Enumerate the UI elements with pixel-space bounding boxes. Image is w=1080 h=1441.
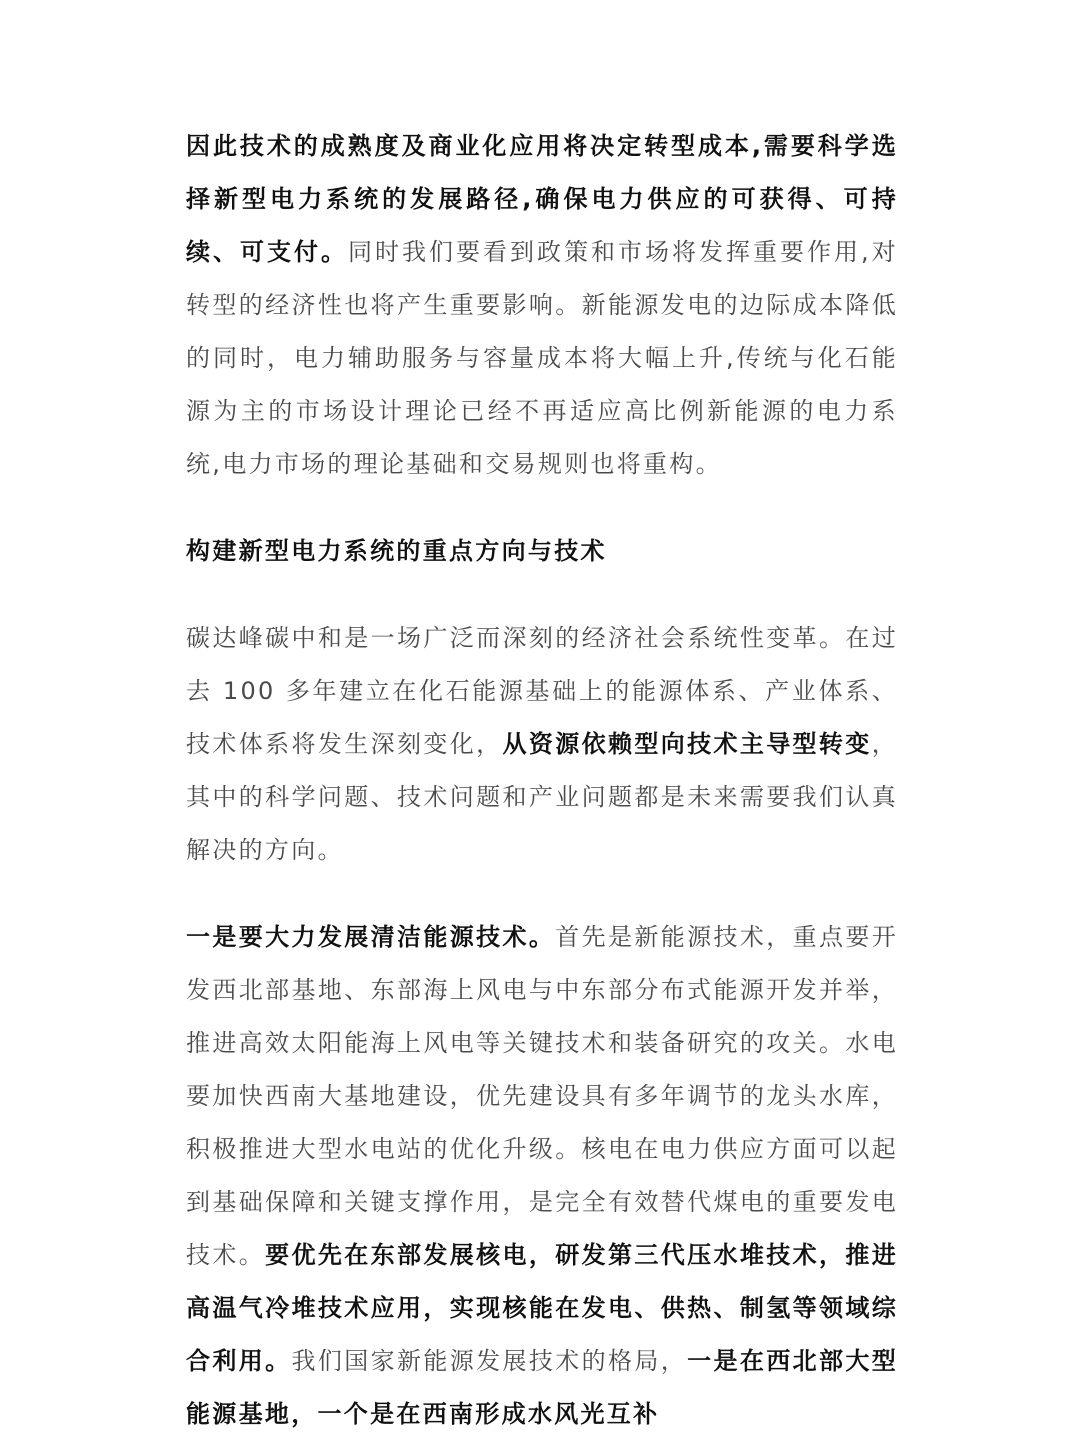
text-problems: ，其中的科学问题、技术问题和产业问题都是未来需要我们认真解决的方向。 [186, 730, 898, 864]
section-heading: 构建新型电力系统的重点方向与技术 [186, 537, 607, 565]
bold-text-tech-driven: 从资源依赖型向技术主导型转变 [502, 730, 872, 758]
paragraph-carbon-neutrality [186, 612, 898, 877]
text-pattern: 我们国家新能源发展技术的格局， [291, 1347, 688, 1375]
bold-text-bases: 一是在西北部大型能源基地，一个是在西南形成水风光互补 [186, 1347, 899, 1428]
text-carbon-peak: 碳达峰碳中和是一场广泛而深刻的经济社会系统性变革。在过去 100 多年建立在化石能源基础上的能源体系、产业体系、技术体系将发生深刻变化， [186, 624, 898, 758]
text-policy-market: 同时我们要看到政策和市场将发挥重要作用,对转型的经济性也将产生重要影响。新能源发电的边际成本降低的同时，电力辅助服务与容量成本将大幅上升,传统与化石能源为主的市场设计理论已经不再适应高比例新能源的电力系统,电力市场的理论基础和交易规则也将重构。 [186, 238, 898, 478]
bold-text-clean-energy: 一是要大力发展清洁能源技术。 [186, 923, 556, 951]
bold-text-nuclear: 要优先在东部发展核电，研发第三代压水堆技术，推进高温气冷堆技术应用，实现核能在发电、供热、制氢等领域综合利用。 [186, 1241, 898, 1375]
bold-text-transition-path: 因此技术的成熟度及商业化应用将决定转型成本,需要科学选择新型电力系统的发展路径,确保电力供应的可获得、可持续、可支付。 [186, 132, 898, 266]
document-page [186, 120, 898, 1441]
text-renewables: 首先是新能源技术，重点要开发西北部基地、东部海上风电与中东部分布式能源开发并举，推进高效太阳能海上风电等关键技术和装备研究的攻关。水电要加快西南大基地建设，优先建设具有多年调节的龙头水库，积极推进大型水电站的优化升级。核电在电力供应方面可以起到基础保障和关键支撑作用，是完全有效替代煤电的重要发电技术。 [186, 923, 898, 1269]
paragraph-transition-cost [186, 120, 898, 491]
paragraph-clean-energy [186, 911, 898, 1441]
